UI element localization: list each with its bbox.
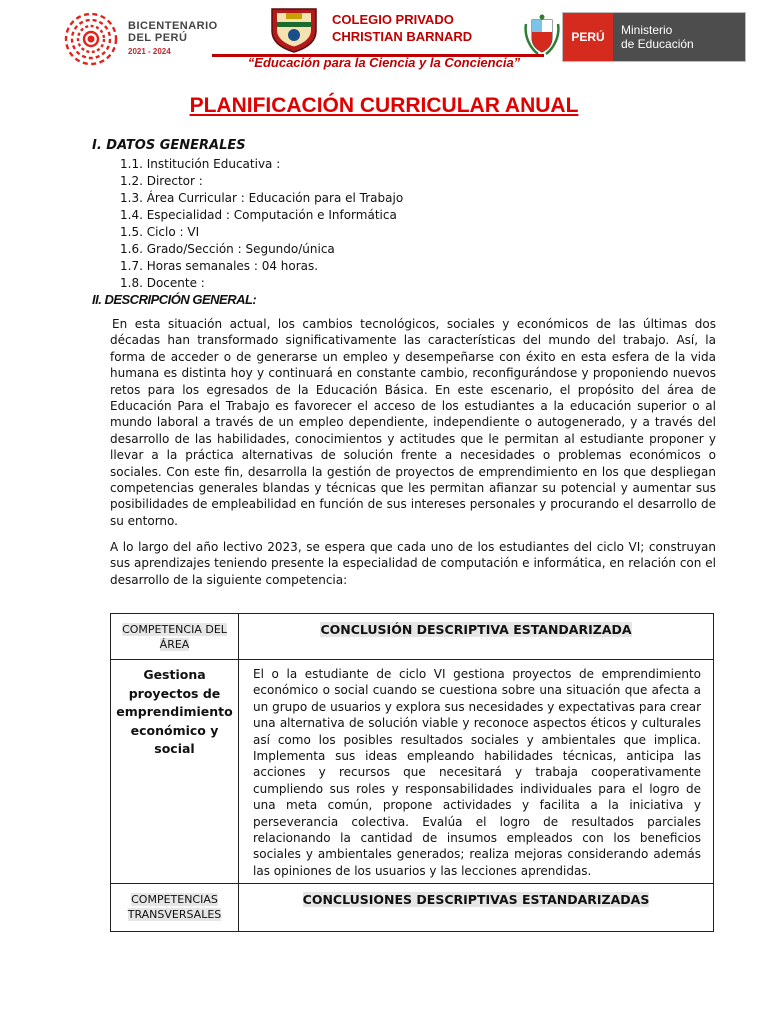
list-item: 1.4. Especialidad : Computación e Informática	[120, 208, 397, 222]
table-row	[111, 614, 714, 660]
school-name	[332, 11, 472, 45]
bicentenario-line2: DEL PERÚ	[128, 32, 188, 44]
table-header-competency	[111, 614, 239, 660]
school-name-line1: COLEGIO PRIVADO	[332, 12, 454, 27]
table-row	[111, 884, 714, 932]
competency-name: Gestiona proyectos de emprendimiento económico y social	[111, 660, 239, 884]
school-crest-icon	[268, 5, 320, 53]
table-header-conclusion	[239, 614, 714, 660]
table-header-transversal	[111, 884, 239, 932]
list-item: 1.2. Director :	[120, 174, 203, 188]
ministry-line1: Ministerio	[621, 23, 673, 37]
table-header-transversal-conclusions	[239, 884, 714, 932]
table-row	[111, 660, 714, 884]
bicentenario-line1: BICENTENARIO	[128, 20, 218, 32]
school-name-line2: CHRISTIAN BARNARD	[332, 29, 473, 44]
list-item: 1.1. Institución Educativa :	[120, 157, 281, 171]
ministry-name	[613, 13, 745, 61]
competency-table	[110, 613, 714, 932]
table-header-transversal-label: COMPETENCIAS TRANSVERSALES	[127, 893, 222, 922]
school-motto: “Educación para la Ciencia y la Conciencia”	[247, 55, 521, 70]
ministry-line2: de Educación	[621, 37, 694, 51]
competency-conclusion: El o la estudiante de ciclo VI gestiona proyectos de emprendimiento económico o social cuando se cuestiona sobre una situación que afecta a un grupo de usuarios y explora sus necesidades y expectativas para crear una alternativa de solución viable y reconoce aspectos éticos y culturales así como los posibles resultados sociales y ambientales que implica. Implementa sus ideas empleando habilidades técnicas, anticipa las acciones y recursos que necesitará y trabaja cooperativamente cumpliendo sus roles y responsabilidades individuales para el logro de una meta común, propone actividades y facilita a la iniciativa y perseverancia colectiva. Evalúa el logro de resultados parciales relacionando la cantidad de insumos empleados con los beneficios sociales y ambientales generados; realiza mejoras considerando además las opiniones de los usuarios y las lecciones aprendidas.	[239, 660, 714, 884]
table-header-conclusion-label: CONCLUSIÓN DESCRIPTIVA ESTANDARIZADA	[320, 622, 632, 637]
bicentenario-text	[128, 20, 218, 58]
list-item: 1.8. Docente :	[120, 276, 205, 290]
list-item: 1.7. Horas semanales : 04 horas.	[120, 259, 319, 273]
description-paragraph-2: A lo largo del año lectivo 2023, se espera que cada uno de los estudiantes del ciclo VI; construyan sus aprendizajes teniendo presente la especialidad de computación e informática, en relación con el desarrollo de la siguiente competencia:	[110, 540, 716, 587]
description-paragraph-1: En esta situación actual, los cambios tecnológicos, sociales y económicos de las últimas dos décadas han transformado significativamente las características del mundo del trabajo. Así, la forma de acceder o de generarse un empleo y desempeñarse con éxito en esta esfera de la vida humana es distinta hoy y continuará en constante cambio, reconfigurándose y proponiendo nuevos retos para los egresados de la Educación Básica. En este escenario, el propósito del área de Educación Para el Trabajo es favorecer el acceso de los estudiantes a la educación superior o al mundo laboral a través de un empleo dependiente, independiente o autogenerado, y a través del desarrollo de las habilidades, conocimientos y actitudes que le permitan al estudiante proponer y llevar a la práctica alternativas de solución frente a necesidades o problemas económicos o sociales. Con este fin, desarrolla la gestión de proyectos de emprendimiento en los que despliegan competencias generales blandas y técnicas que les permitan afianzar su potencial y aumentar sus posibilidades de empleabilidad en función de sus intereses personales y procurando el desarrollo de su entorno.	[110, 317, 716, 528]
general-data-list	[120, 156, 403, 292]
peru-coat-of-arms-icon	[524, 14, 560, 58]
section-heading-description: II. DESCRIPCIÓN GENERAL:	[92, 292, 257, 307]
document-title: PLANIFICACIÓN CURRICULAR ANUAL	[189, 94, 579, 117]
table-header-transversal-conclusions-label: CONCLUSIONES DESCRIPTIVAS ESTANDARIZADAS	[302, 892, 650, 908]
table-header-competency-label: COMPETENCIA DEL ÁREA	[122, 623, 227, 651]
list-item: 1.5. Ciclo : VI	[120, 225, 200, 239]
document-header	[0, 0, 768, 80]
section-heading-general-data: I. DATOS GENERALES	[92, 138, 246, 153]
ministry-country: PERÚ	[563, 13, 613, 61]
list-item: 1.3. Área Curricular : Educación para el Trabajo	[120, 191, 404, 205]
list-item: 1.6. Grado/Sección : Segundo/única	[120, 242, 335, 256]
bicentenario-years: 2021 - 2024	[128, 47, 171, 56]
